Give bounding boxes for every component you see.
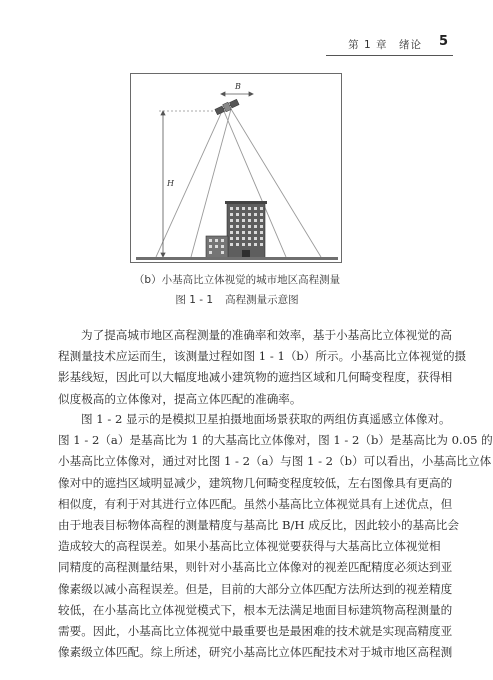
- text-line: 为了提高城市地区高程测量的准确率和效率，基于小基高比立体视觉的高: [81, 328, 453, 342]
- text-line: 同精度的高程测量结果，则针对小基高比立体像对的视差匹配精度必须达到亚: [58, 560, 453, 575]
- stereo-diagram: [131, 74, 343, 264]
- text-line: 似度极高的立体像对，提高立体匹配的准确率。: [58, 391, 302, 406]
- header-rule: [326, 55, 453, 56]
- figure-number: 图 1 - 1: [175, 294, 214, 306]
- baseline-arrow: [221, 92, 253, 96]
- label-H: H: [167, 179, 174, 188]
- text-line: 影基线短，因此可以大幅度地减小建筑物的遮挡区域和几何畸变程度，获得相: [58, 370, 453, 385]
- paragraph-2: [58, 409, 493, 663]
- text-line: 小基高比立体像对，通过对比图 1 - 2（a）与图 1 - 2（b）可以看出，小基高比立体: [58, 454, 492, 469]
- figure-subcaption: （b）小基高比立体视觉的城市地区高程测量: [133, 274, 341, 286]
- chapter-title: 第 1 章 绪论: [348, 39, 422, 51]
- text-line: 程测量技术应运而生，该测量过程如图 1 - 1（b）所示。小基高比立体视觉的摄: [58, 349, 467, 364]
- text-line: 图 1 - 2（a）是基高比为 1 的大基高比立体像对，图 1 - 2（b）是基高比为 0.05 的: [58, 433, 493, 448]
- label-B: B: [235, 82, 241, 91]
- text-line: 相似度，有利于对其进行立体匹配。虽然小基高比立体视觉具有上述优点，但: [58, 496, 453, 511]
- tall-building: [225, 201, 267, 258]
- paragraph-1: [58, 325, 467, 410]
- running-header: [0, 0, 474, 60]
- figure-illustration: [130, 73, 342, 263]
- ground-line: [136, 257, 338, 260]
- text-line: 像对中的遮挡区域明显减少，建筑物几何畸变程度较低，左右图像具有更高的: [58, 475, 453, 490]
- text-line: 图 1 - 2 显示的是模拟卫星拍摄地面场景获取的两组仿真遥感立体像对。: [81, 412, 451, 426]
- satellite-icon: [214, 98, 239, 115]
- text-line: 像素级以减小高程误差。但是，目前的大部分立体匹配方法所达到的视差精度: [58, 581, 453, 596]
- text-line: 造成较大的高程误差。如果小基高比立体视觉要获得与大基高比立体视觉相: [58, 539, 441, 554]
- page-number: 5: [438, 34, 448, 49]
- figure-title: 高程测量示意图: [225, 294, 299, 306]
- figure-caption: [0, 292, 474, 307]
- text-line: 由于地表目标物体高程的测量精度与基高比 B/H 成反比，因此较小的基高比会: [58, 517, 459, 532]
- text-line: 需要。因此，小基高比立体视觉中最重要也是最困难的技术就是实现高精度亚: [58, 623, 453, 638]
- short-building: [206, 236, 228, 258]
- text-line: 较低，在小基高比立体视觉模式下，根本无法满足地面目标建筑物高程测量的: [58, 602, 453, 617]
- text-line: 像素级立体匹配。综上所述，研究小基高比立体匹配技术对于城市地区高程测: [58, 645, 453, 660]
